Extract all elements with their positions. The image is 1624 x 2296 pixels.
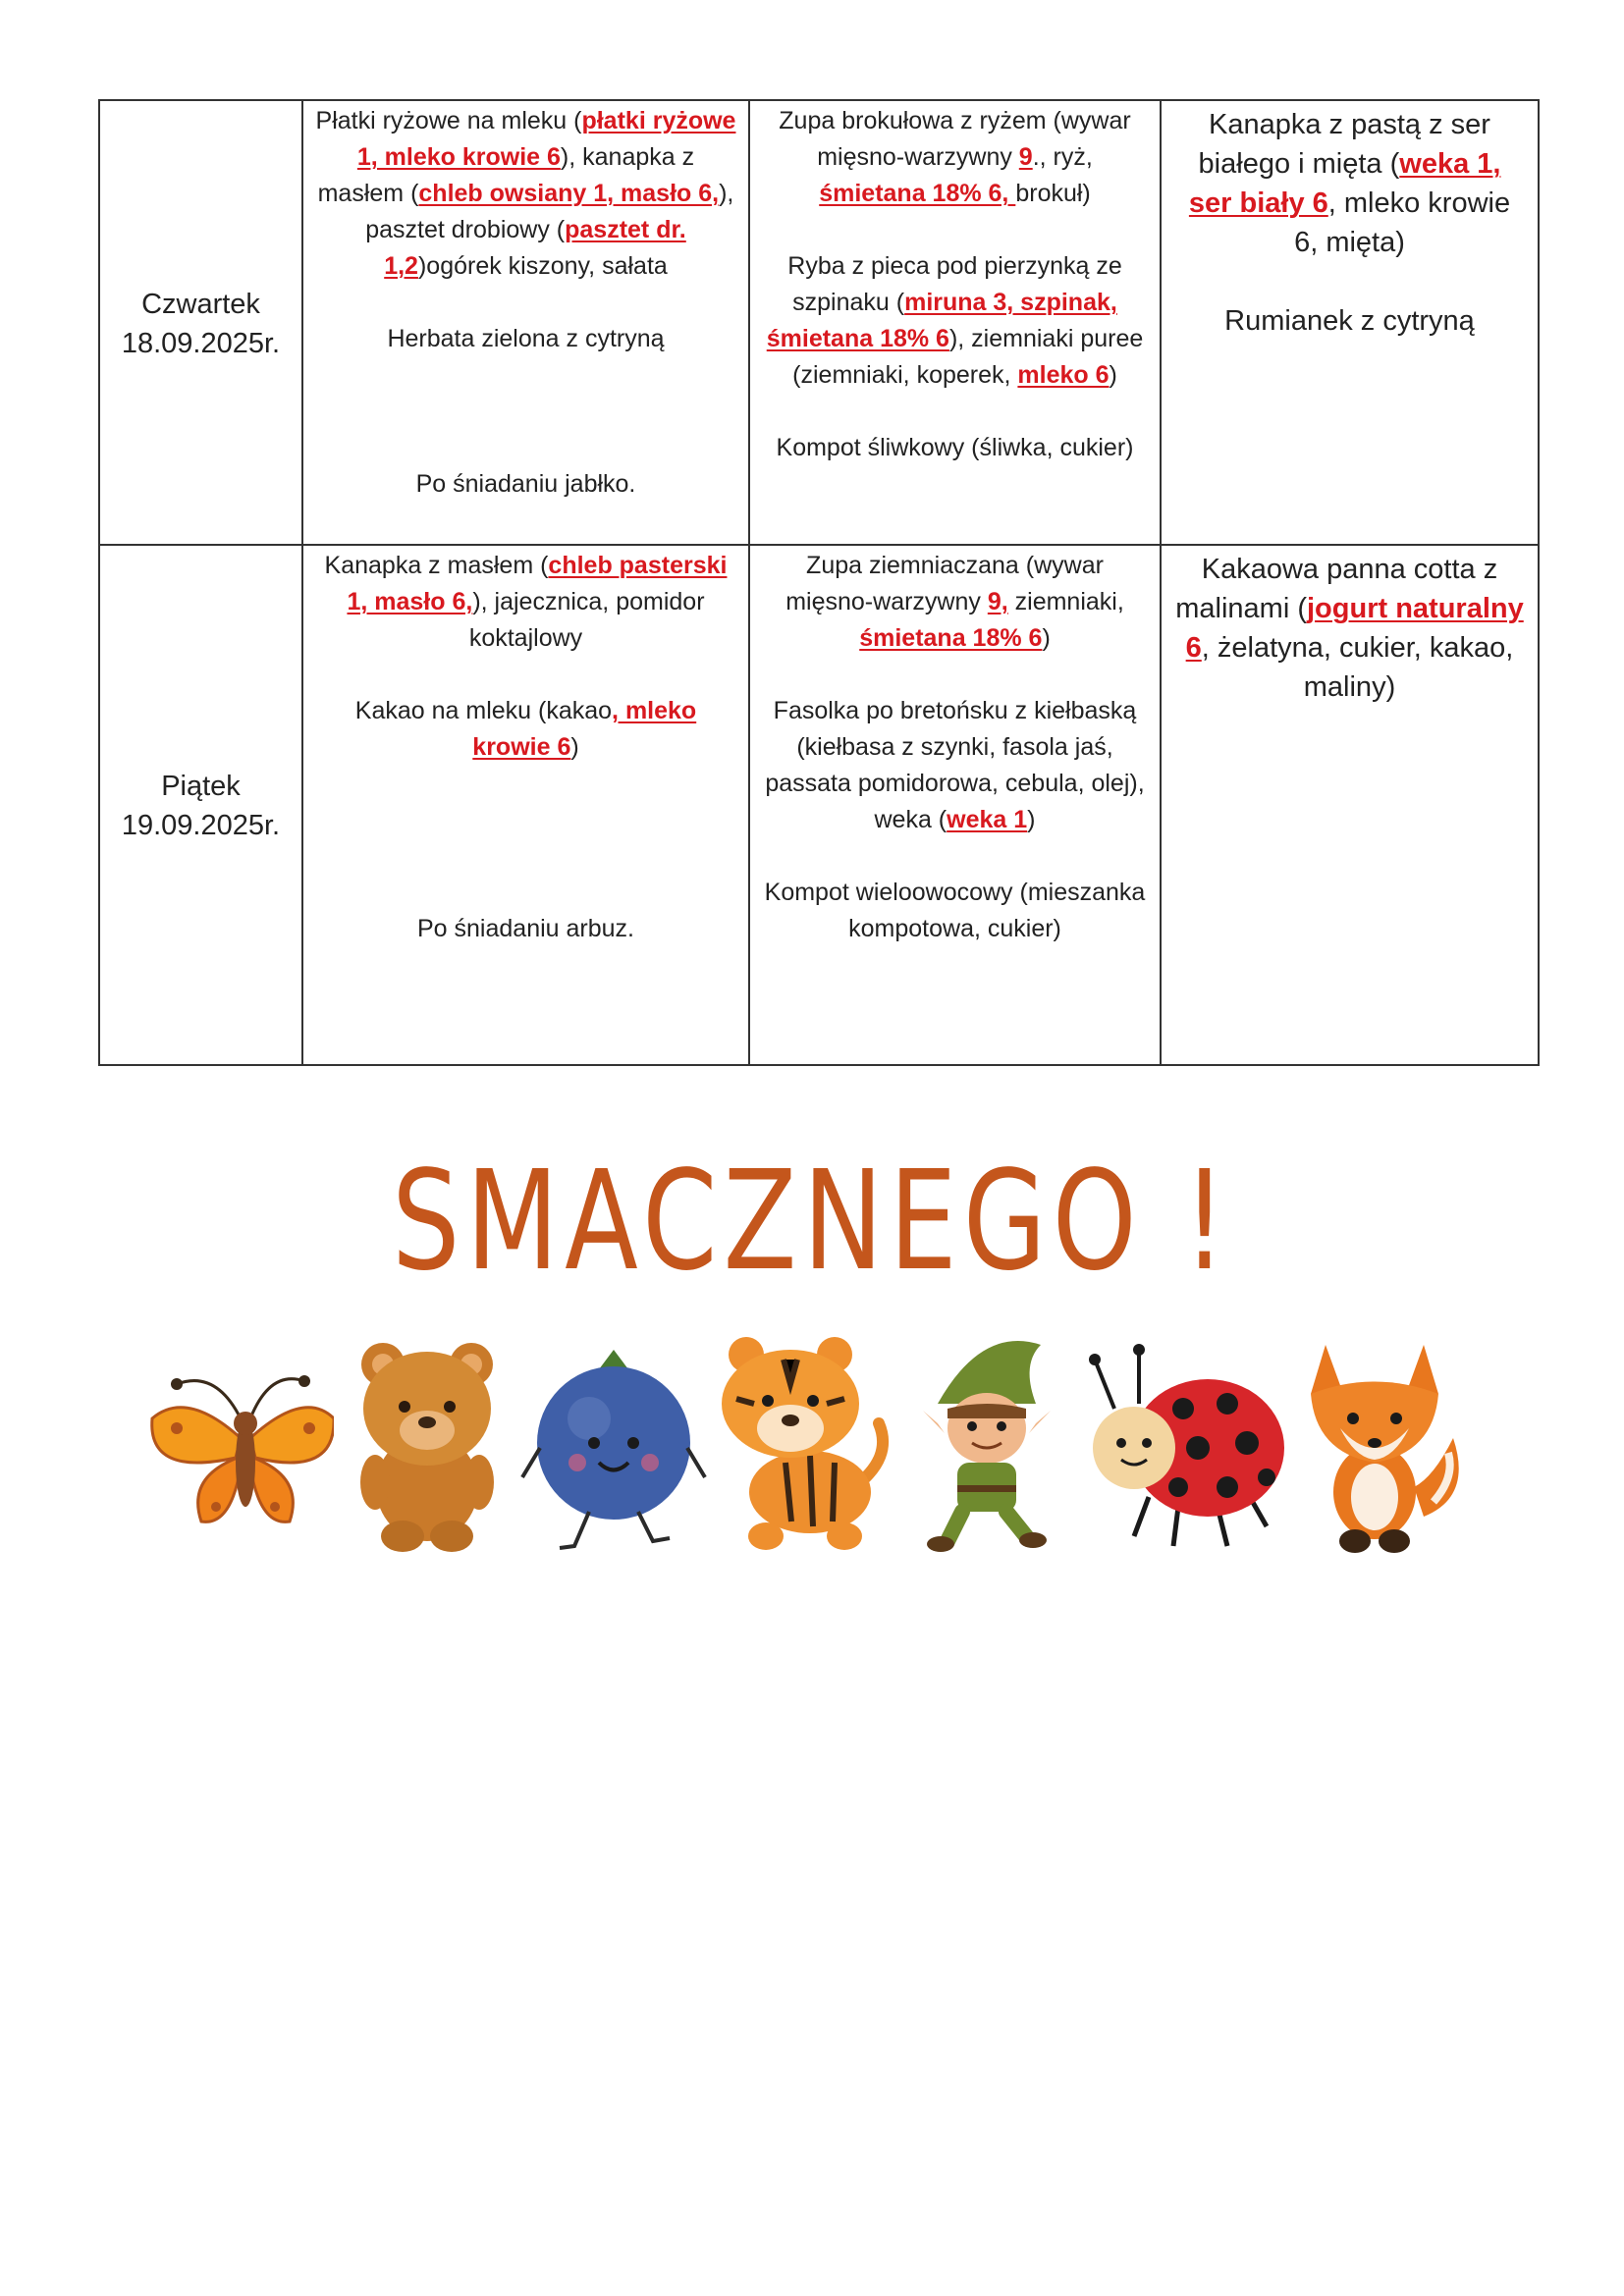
spacer <box>315 657 736 693</box>
allergen-text: mleko 6 <box>1017 361 1110 389</box>
menu-line <box>762 430 1148 466</box>
spacer <box>762 212 1148 248</box>
menu-row-thursday <box>99 100 1539 545</box>
spacer <box>762 394 1148 430</box>
snack-cell <box>1161 545 1539 1065</box>
allergen-text: śmietana 18% 6, <box>819 180 1016 207</box>
menu-line <box>762 875 1148 947</box>
menu-line <box>762 103 1148 212</box>
ladybug-icon <box>1080 1330 1286 1556</box>
menu-text: Fasolka po bretońsku z kiełbaską (kiełbasa z szynki, fasola jaś, passata pomidorowa, cebula, olej), weka ( <box>765 697 1145 833</box>
allergen-text: weka 1 <box>947 806 1028 833</box>
menu-line <box>1173 301 1526 341</box>
menu-line <box>315 548 736 657</box>
menu-text: Płatki ryżowe na mleku ( <box>315 107 582 134</box>
spacer <box>315 838 736 875</box>
menu-line <box>315 103 736 285</box>
menu-text: ), pasztet drobiowy ( <box>365 180 734 243</box>
menu-text: ) <box>1042 624 1051 652</box>
tiger-icon <box>707 1330 893 1556</box>
spacer <box>315 285 736 321</box>
spacer <box>1173 262 1526 301</box>
allergen-text: chleb pasterski 1, masło 6, <box>347 552 728 615</box>
menu-text: ) <box>570 733 579 761</box>
spacer <box>315 802 736 838</box>
menu-line <box>315 466 736 503</box>
spacer <box>315 766 736 802</box>
menu-text: Kakaowa panna cotta z malinami ( <box>1175 554 1498 624</box>
fox-icon <box>1286 1330 1473 1556</box>
allergen-text: płatki ryżowe 1, mleko krowie 6 <box>356 107 736 171</box>
allergen-text: miruna 3, szpinak, śmietana 18% 6 <box>766 289 1117 352</box>
menu-text: ziemniaki, <box>1007 588 1124 615</box>
animal-illustrations <box>147 1330 1473 1556</box>
menu-row-friday <box>99 545 1539 1065</box>
menu-text: Kanapka z masłem ( <box>324 552 549 579</box>
butterfly-icon <box>147 1330 334 1556</box>
breakfast-cell <box>302 100 749 545</box>
menu-text: ), ziemniaki puree (ziemniaki, koperek, <box>792 325 1144 389</box>
menu-text: ) <box>1027 806 1036 833</box>
menu-text: Kompot wieloowocowy (mieszanka kompotowa, cukier) <box>764 879 1146 942</box>
blueberry-icon <box>520 1330 707 1556</box>
spacer <box>315 394 736 430</box>
allergen-text: chleb owsiany 1, masło 6, <box>418 180 720 207</box>
allergen-text: śmietana 18% 6 <box>859 624 1043 652</box>
menu-text: , żelatyna, cukier, kakao, maliny) <box>1201 632 1514 703</box>
spacer <box>762 657 1148 693</box>
menu-text: Kompot śliwkowy (śliwka, cukier) <box>776 434 1134 461</box>
menu-line <box>1173 105 1526 262</box>
lunch-cell <box>749 545 1161 1065</box>
menu-text: ) <box>1109 361 1117 389</box>
menu-text: ., ryż, <box>1032 143 1093 171</box>
day-date: 19.09.2025r. <box>121 810 281 841</box>
allergen-text: , mleko krowie 6 <box>472 697 697 761</box>
menu-line <box>315 911 736 947</box>
allergen-text: jogurt naturalny 6 <box>1185 593 1524 664</box>
lunch-cell <box>749 100 1161 545</box>
menu-text: )ogórek kiszony, sałata <box>417 252 668 280</box>
day-name: Czwartek <box>141 288 260 320</box>
menu-text: brokuł) <box>1015 180 1091 207</box>
day-cell <box>99 545 302 1065</box>
menu-text: ), jajecznica, pomidor koktajlowy <box>468 588 705 652</box>
spacer <box>315 357 736 394</box>
allergen-text: 9 <box>1018 143 1033 171</box>
allergen-text: pasztet dr. 1,2 <box>384 216 686 280</box>
spacer <box>315 430 736 466</box>
menu-text: Herbata zielona z cytryną <box>387 325 665 352</box>
allergen-text: 9, <box>987 588 1008 615</box>
menu-text: Zupa ziemniaczana (wywar mięsno-warzywny <box>785 552 1104 615</box>
snack-cell <box>1161 100 1539 545</box>
bear-icon <box>334 1330 520 1556</box>
menu-text: Rumianek z cytryną <box>1224 305 1475 337</box>
menu-text: Zupa brokułowa z ryżem (wywar mięsno-warzywny <box>779 107 1131 171</box>
smacznego-heading: SMACZNEGO ! <box>392 1142 1232 1302</box>
menu-text: Po śniadaniu jabłko. <box>415 470 636 498</box>
breakfast-cell <box>302 545 749 1065</box>
menu-line <box>762 248 1148 394</box>
menu-line <box>1173 550 1526 707</box>
day-cell <box>99 100 302 545</box>
menu-line <box>315 321 736 357</box>
day-name: Piątek <box>161 771 241 802</box>
menu-line <box>762 693 1148 838</box>
spacer <box>315 875 736 911</box>
gnome-icon <box>893 1330 1080 1556</box>
menu-table <box>98 99 1540 1066</box>
menu-line <box>762 548 1148 657</box>
menu-text: Kanapka z pastą z ser białego i mięta ( <box>1198 109 1490 180</box>
allergen-text: weka 1, ser biały 6 <box>1188 148 1501 219</box>
menu-text: , mleko krowie 6, mięta) <box>1294 187 1511 258</box>
spacer <box>762 838 1148 875</box>
menu-text: Po śniadaniu arbuz. <box>417 915 634 942</box>
menu-text: Kakao na mleku (kakao <box>354 697 613 724</box>
menu-text: Ryba z pieca pod pierzynką ze szpinaku ( <box>787 252 1122 316</box>
menu-line <box>315 693 736 766</box>
menu-text: ), kanapka z masłem ( <box>317 143 695 207</box>
day-date: 18.09.2025r. <box>121 327 281 359</box>
